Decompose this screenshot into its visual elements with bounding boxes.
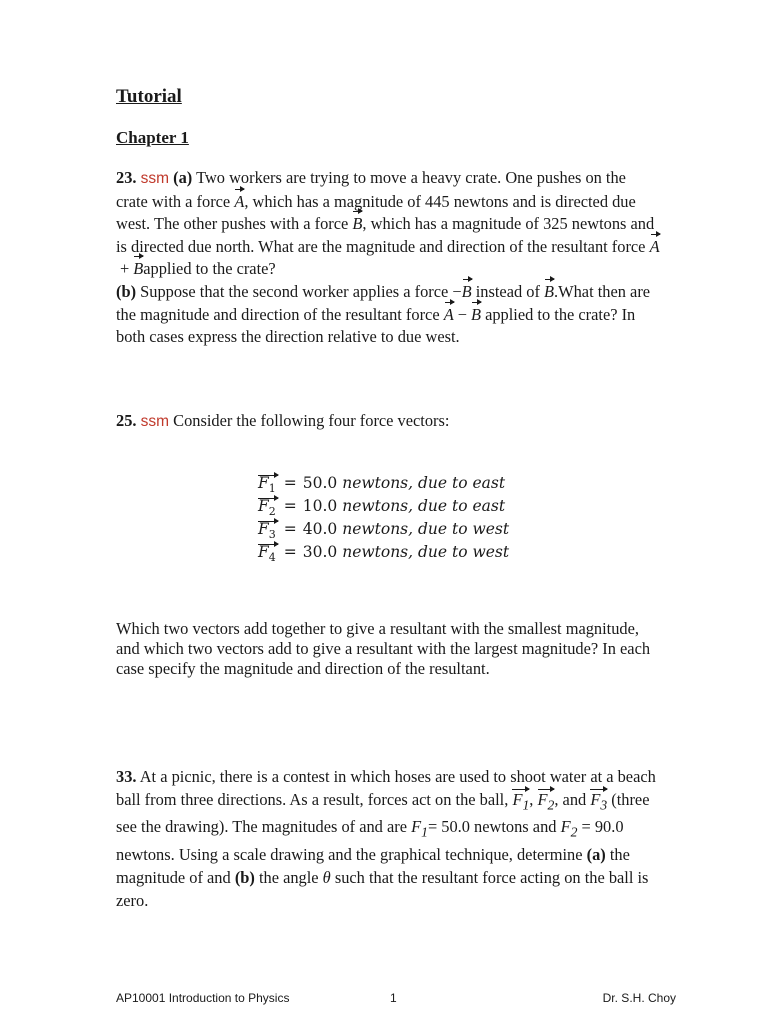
problem-text: such that the resultant force acting on the ball is zero. xyxy=(116,867,649,910)
problem-text: (three see the drawing). The magnitudes of and are xyxy=(116,789,650,837)
comma: , xyxy=(529,789,534,809)
part-b-label: (b) xyxy=(234,867,255,887)
problem-text: instead of xyxy=(471,281,545,301)
minus-sign: − xyxy=(452,281,462,301)
problem-23 xyxy=(116,167,661,349)
force-symbol: $F_4$ xyxy=(258,541,278,569)
force-description: newtons, due to west xyxy=(342,520,510,538)
force-f1-symbol: $F_1$ xyxy=(411,817,428,840)
force-symbol: $F_3$ xyxy=(258,518,278,546)
force-f2-vector: $F_2$ xyxy=(538,789,555,817)
force-f1-vector: $F_1$ xyxy=(512,789,529,817)
minus-operator: − xyxy=(457,304,467,324)
problem-text: = 90.0 newtons. Using a scale drawing and the graphical technique, determine xyxy=(116,817,624,865)
force-description: newtons, due to east xyxy=(342,497,506,515)
vector-b: B xyxy=(133,258,143,281)
problem-25-question: Which two vectors add together to give a resultant with the smallest magnitude, and which two vectors add to give a resultant with the largest magnitude? In each case specify the magnitude and direction of the resultant. xyxy=(116,619,651,678)
ssm-tag: ssm xyxy=(140,170,170,187)
vector-b: B xyxy=(462,281,472,304)
problem-text: , and xyxy=(554,789,591,809)
force-value: 30.0 xyxy=(302,543,338,561)
force-f2-symbol: $F_2$ xyxy=(560,817,578,840)
problem-text: applied to the crate? xyxy=(143,259,276,279)
problem-text: , which has a magnitude of 325 newtons and is directed due north. What are the magnitude and direction of the resultant force xyxy=(116,214,655,256)
force-symbol: $F_2$ xyxy=(258,495,278,523)
force-row xyxy=(258,541,509,564)
problem-number: 25. xyxy=(116,411,137,430)
ssm-tag: ssm xyxy=(140,413,170,430)
problem-text: Consider the following four force vectors: xyxy=(173,411,450,430)
force-description: newtons, due to west xyxy=(342,543,510,561)
equals-sign: = xyxy=(283,474,297,492)
vector-a: A xyxy=(234,191,244,214)
part-a-label: (a) xyxy=(173,168,193,187)
theta-symbol: θ xyxy=(322,867,331,887)
page-footer xyxy=(116,991,676,1007)
problem-text: .What then are the magnitude and direction of the resultant force xyxy=(116,281,651,324)
problem-text: , which has a magnitude of 445 newtons and is directed due west. The other pushes with a force xyxy=(116,191,636,234)
force-symbol: $F_1$ xyxy=(258,472,278,500)
problem-25 xyxy=(116,410,661,434)
page-title: Tutorial xyxy=(116,86,182,107)
equals-sign: = xyxy=(283,497,297,515)
force-row xyxy=(258,472,509,495)
problem-text: = 50.0 newtons and xyxy=(427,817,561,837)
force-vector-list xyxy=(258,472,509,564)
plus-operator: + xyxy=(120,259,130,279)
problem-text: Two workers are trying to move a heavy crate. One pushes on the crate with a force xyxy=(116,168,626,211)
problem-number: 33. xyxy=(116,767,137,786)
vector-a: A xyxy=(444,304,454,327)
part-b-label: (b) xyxy=(116,281,137,301)
force-f3-vector: $F_3$ xyxy=(590,789,607,817)
vector-b: B xyxy=(471,304,481,327)
force-value: 40.0 xyxy=(302,520,338,538)
vector-b: B xyxy=(352,213,362,236)
part-a-label: (a) xyxy=(586,845,606,865)
problem-text: the angle xyxy=(254,867,323,887)
problem-33 xyxy=(116,766,661,912)
footer-page-number: 1 xyxy=(390,991,397,1005)
footer-author: Dr. S.H. Choy xyxy=(602,991,676,1005)
problem-number: 23. xyxy=(116,168,137,187)
force-value: 10.0 xyxy=(302,497,338,515)
vector-a: A xyxy=(650,236,660,259)
vector-b: B xyxy=(544,281,554,304)
force-description: newtons, due to east xyxy=(342,474,506,492)
problem-text: the magnitude of and xyxy=(116,845,630,887)
force-value: 50.0 xyxy=(302,474,338,492)
problem-text: applied to the crate? In both cases express the direction relative to due west. xyxy=(116,304,636,347)
equals-sign: = xyxy=(283,543,297,561)
force-row xyxy=(258,495,509,518)
force-row xyxy=(258,518,509,541)
problem-text: At a picnic, there is a contest in which hoses are used to shoot water at a beach ball from three directions. As a result, forces act on the ball, xyxy=(116,767,656,809)
chapter-heading: Chapter 1 xyxy=(116,128,189,147)
problem-text: Suppose that the second worker applies a force xyxy=(136,281,453,301)
equals-sign: = xyxy=(283,520,297,538)
footer-course: AP10001 Introduction to Physics xyxy=(116,991,290,1005)
